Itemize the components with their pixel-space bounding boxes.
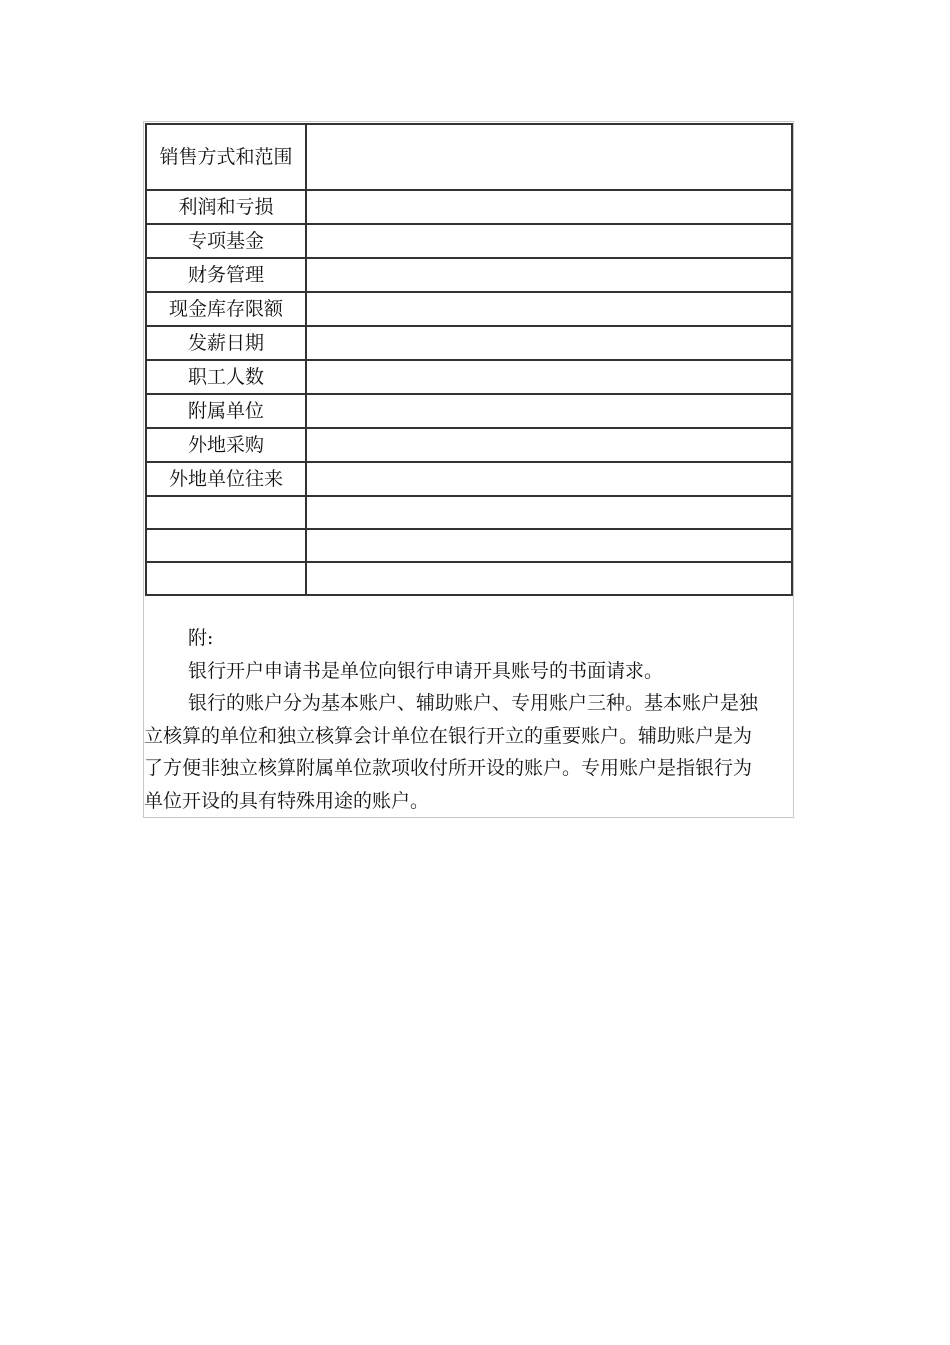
- table-row: [146, 394, 792, 428]
- table-row: [146, 360, 792, 394]
- row-label[interactable]: [146, 529, 306, 562]
- row-label: 职工人数: [146, 360, 306, 394]
- row-label: 销售方式和范围: [146, 124, 306, 190]
- row-label: 发薪日期: [146, 326, 306, 360]
- row-value[interactable]: [306, 258, 792, 292]
- row-label: 外地采购: [146, 428, 306, 462]
- row-value[interactable]: [306, 394, 792, 428]
- row-value[interactable]: [306, 190, 792, 224]
- row-label: 附属单位: [146, 394, 306, 428]
- table-row: [146, 462, 792, 496]
- notes-paragraph-2: 银行的账户分为基本账户、辅助账户、专用账户三种。基本账户是独立核算的单位和独立核算会计单位在银行开立的重要账户。辅助账户是为了方便非独立核算附属单位款项收付所开设的账户。专用账户是指银行为单位开设的具有特殊用途的账户。: [144, 692, 759, 812]
- row-label[interactable]: [146, 496, 306, 529]
- table-row: [146, 292, 792, 326]
- table-row: [146, 496, 792, 529]
- row-label: 利润和亏损: [146, 190, 306, 224]
- row-value[interactable]: [306, 224, 792, 258]
- table-row: [146, 190, 792, 224]
- table-row: [146, 529, 792, 562]
- row-value[interactable]: [306, 360, 792, 394]
- row-value[interactable]: [306, 326, 792, 360]
- row-label: 财务管理: [146, 258, 306, 292]
- row-value[interactable]: [306, 292, 792, 326]
- account-form-table: [145, 123, 793, 596]
- row-value[interactable]: [306, 496, 792, 529]
- row-value[interactable]: [306, 124, 792, 190]
- table-row: [146, 326, 792, 360]
- table-row: [146, 224, 792, 258]
- row-label[interactable]: [146, 562, 306, 595]
- table-row: [146, 258, 792, 292]
- row-value[interactable]: [306, 529, 792, 562]
- row-label: 专项基金: [146, 224, 306, 258]
- table-row: [146, 124, 792, 190]
- row-value[interactable]: [306, 428, 792, 462]
- row-label: 现金库存限额: [146, 292, 306, 326]
- row-value[interactable]: [306, 562, 792, 595]
- row-value[interactable]: [306, 462, 792, 496]
- table-row: [146, 428, 792, 462]
- notes-heading: 附:: [188, 627, 214, 649]
- row-label: 外地单位往来: [146, 462, 306, 496]
- notes-section: [144, 622, 764, 817]
- notes-paragraph-1: 银行开户申请书是单位向银行申请开具账号的书面请求。: [188, 659, 664, 682]
- table-row: [146, 562, 792, 595]
